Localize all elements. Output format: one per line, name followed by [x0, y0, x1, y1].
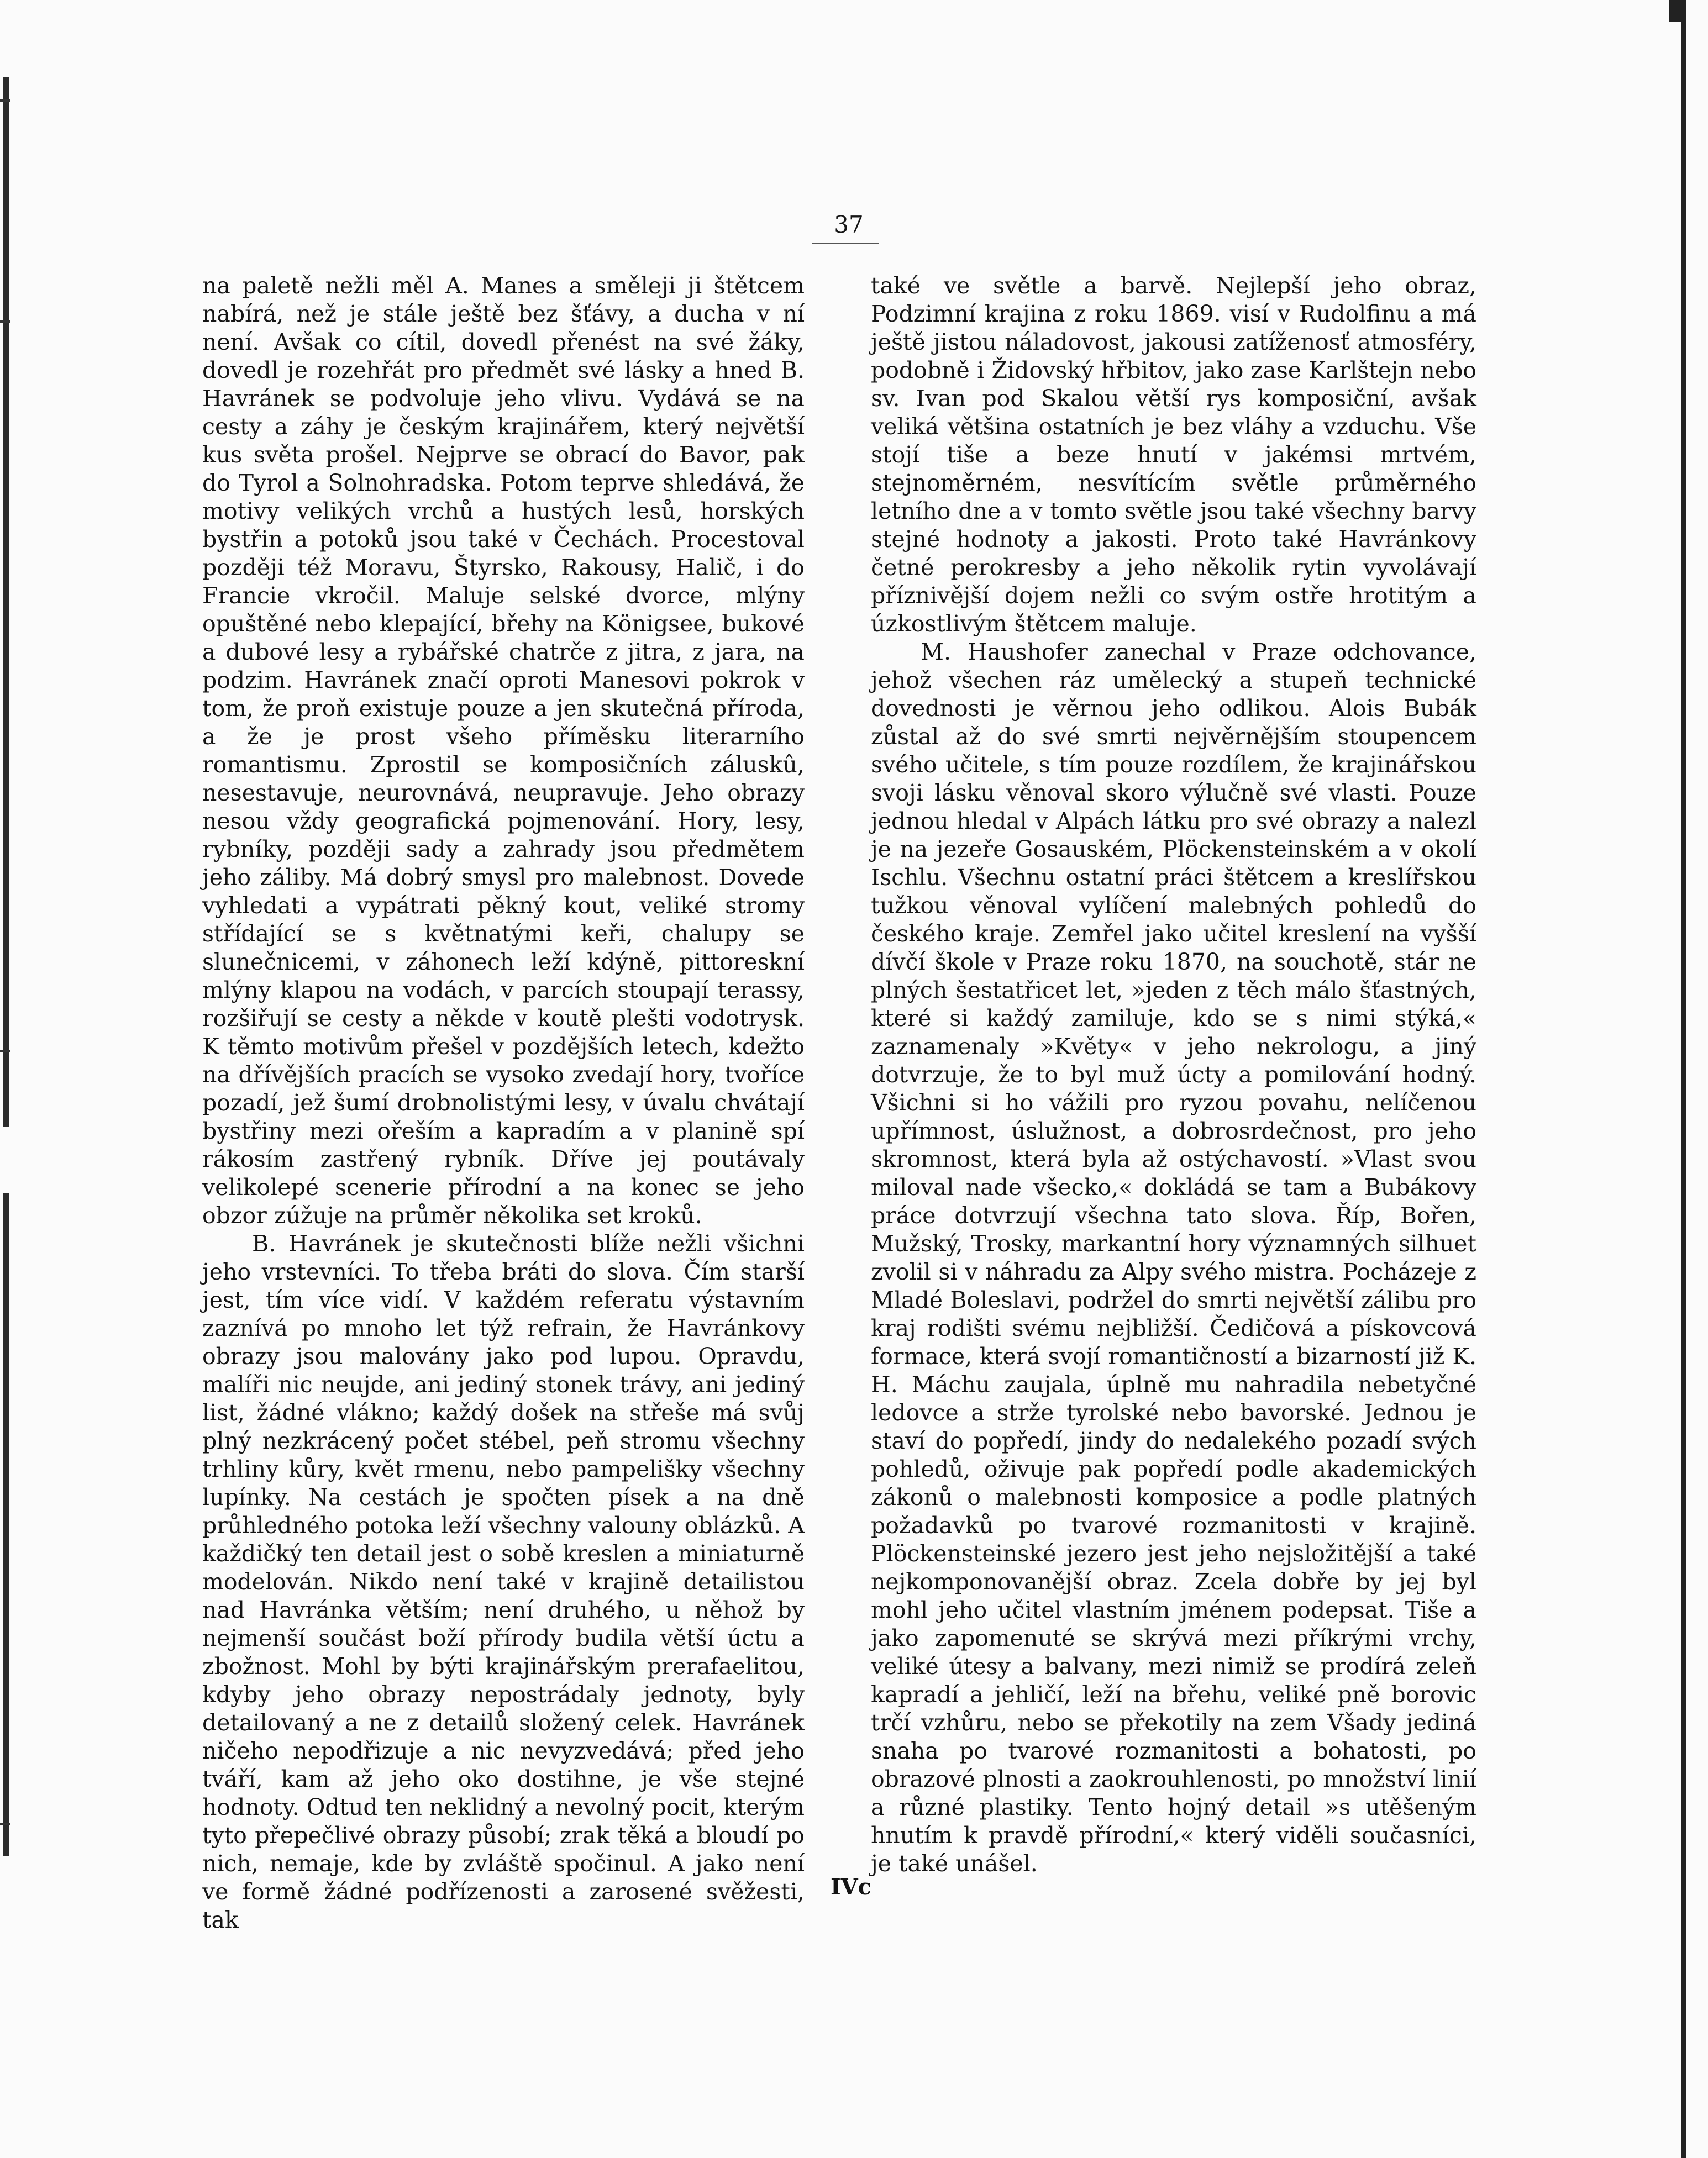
page-number: 37 — [834, 211, 864, 238]
header-rule — [812, 243, 879, 244]
scan-border-right — [1681, 0, 1686, 2158]
binding-mark — [0, 320, 10, 323]
binding-mark — [0, 99, 10, 102]
signature-mark: IVc — [830, 1874, 872, 1900]
paragraph: B. Havránek je skutečnosti blíže nežli všichni jeho vrstevníci. To třeba bráti do slova. Čím starší jest, tím více vidí. V každém referatu výstavním zaznívá po mnoho let týž refrain, že Havránkovy obrazy jsou malovány jako pod lupou. Opravdu, malíři nic neujde, ani jediný stonek trávy, ani jediný list, žádné vlákno; každý došek na střeše má svůj plný nezkrácený počet stébel, peň stromu všechny trhliny kůry, květ rmenu, nebo pampelišky všechny lupínky. Na cestách je spočten písek a na dně průhledného potoka leží všechny valouny oblázků. A každičký ten detail jest o sobě kreslen a miniaturně modelován. Nikdo není také v krajině detailistou nad Havránka větším; není druhého, u něhož by nejmenší součást boží přírody budila větší úctu a zbožnost. Mohl by býti krajinářským prerafaelitou, kdyby jeho obrazy nepostrádaly jednoty, byly detailovaný a ne z detailů složený celek. Havránek ničeho nepodřizuje a nic nevyzvedává; před jeho tváří, kam až jeho oko dostihne, je vše stejné hodnoty. Odtud ten neklidný a nevolný pocit, kterým tyto přepečlivé obrazy působí; zrak těká a bloudí po nich, nemaje, kde by zvláště spočinul. A jako není ve formě žádné podřízenosti a zarosené svěžesti, tak — [202, 1230, 805, 1933]
right-column — [871, 272, 1476, 1878]
scan-border-corner — [1669, 0, 1686, 22]
left-column — [202, 272, 805, 1934]
paragraph: také ve světle a barvě. Nejlepší jeho obraz, Podzimní krajina z roku 1869. visí v Rudolfinu a má ještě jistou náladovost, jakousi zatíženosť atmosféry, podobně i Židovský hřbitov, jako zase Karlštejn nebo sv. Ivan pod Skalou větší rys komposiční, avšak veliká většina ostatních je bez vláhy a vzduchu. Vše stojí tiše a beze hnutí v jakémsi mrtvém, stejnoměrném, nesvítícím světle průměrného letního dne a v tomto světle jsou také všechny barvy stejné hodnoty a jakosti. Proto také Havránkovy četné perokresby a jeho několik rytin vyvolávají příznivější dojem nežli co svým ostře hrotitým a úzkostlivým štětcem maluje. — [871, 272, 1476, 637]
scan-border-left — [3, 77, 9, 1127]
paragraph: M. Haushofer zanechal v Praze odchovance, jehož všechen ráz umělecký a stupeň technické dovednosti je věrnou jeho odlikou. Alois Bubák zůstal až do své smrti nejvěrnějším stoupencem svého učitele, s tím pouze rozdílem, že krajinářskou svoji lásku věnoval skoro výlučně své vlasti. Pouze jednou hledal v Alpách látku pro své obrazy a nalezl je na jezeře Gosauském, Plöckensteinském a v okolí Ischlu. Všechnu ostatní práci štětcem a kreslířskou tužkou věnoval vylíčení malebných pohledů do českého kraje. Zemřel jako učitel kreslení na vyšší dívčí škole v Praze roku 1870, na souchotě, stár ne plných šestatřicet let, »jeden z těch málo šťastných, které si každý zamiluje, kdo se s nimi stýká,« zaznamenaly »Květy« v jeho nekrologu, a jiný dotvrzuje, že to byl muž úcty a pomilování hodný. Všichni si ho vážili pro ryzou povahu, nelíčenou upřímnost, úslužnost, a dobrosrdečnost, pro jeho skromnost, která byla až ostýchavostí. »Vlast svou miloval nade všecko,« dokládá se tam a Bubákovy práce dotvrzují všechna tato slova. Říp, Bořen, Mužský, Trosky, markantní hory významných silhuet zvolil si v náhradu za Alpy svého mistra. Pocházeje z Mladé Boleslavi, podržel do smrti největší zálibu pro kraj rodišti svému nejbližší. Čedičová a pískovcová formace, která svojí romantičností a bizarností již K. H. Máchu zaujala, úplně mu nahradila nebetyčné ledovce a strže tyrolské nebo bavorské. Jednou je staví do popředí, jindy do nedalekého pozadí svých pohledů, oživuje pak popředí podle akademických zákonů o malebnosti komposice a podle platných požadavků po tvarové rozmanitosti v krajině. Plöckensteinské jezero jest jeho nejsložitější a také nejkomponovanější obraz. Zcela dobře by jej byl mohl jeho učitel vlastním jménem podepsat. Tiše a jako zapomenuté se skrývá mezi příkrými vrchy, veliké útesy a balvany, mezi nimiž se prodírá zeleň kapradí a jehličí, leží na břehu, veliké pně borovic trčí vzhůru, nebo se překotily na zem Všady jediná snaha po tvarové rozmanitosti a bohatosti, po obrazové plnosti a zaokrouhlenosti, po množství linií a různé plastiky. Tento hojný detail »s utěšeným hnutím k pravdě přírodní,« který viděli současníci, je také unášel. — [871, 639, 1476, 1877]
binding-mark — [0, 1823, 10, 1825]
scan-border-left-lower — [3, 1193, 9, 1856]
binding-mark — [0, 1050, 10, 1052]
paragraph: na paletě nežli měl A. Manes a směleji ji štětcem nabírá, než je stále ještě bez šťávy, a ducha v ní není. Avšak co cítil, dovedl přenést na své žáky, dovedl je rozehřát pro předmět své lásky a hned B. Havránek se podvoluje jeho vlivu. Vydává se na cesty a záhy je českým krajinářem, který největší kus světa prošel. Nejprve se obrací do Bavor, pak do Tyrol a Solnohradska. Potom teprve shledává, že motivy velikých vrchů a hustých lesů, horských bystřin a potoků jsou také v Čechách. Procestoval později též Moravu, Štyrsko, Rakousy, Halič, i do Francie vkročil. Maluje selské dvorce, mlýny opuštěné nebo klepající, břehy na Königsee, bukové a dubové lesy a rybářské chatrče z jitra, z jara, na podzim. Havránek značí oproti Manesovi pokrok v tom, že proň existuje pouze a jen skutečná příroda, a že je prost všeho příměsku literarního romantismu. Zprostil se komposičních záluskû, nesestavuje, neurovnává, neupravuje. Jeho obrazy nesou vždy geografická pojmenování. Hory, lesy, rybníky, později sady a zahrady jsou předmětem jeho záliby. Má dobrý smysl pro malebnost. Dovede vyhledati a vypátrati pěkný kout, veliké stromy střídající se s květnatými keři, chalupy se slunečnicemi, v záhonech leží kdýně, pittoreskní mlýny klapou na vodách, v parcích stoupají terassy, rozšiřují se cesty a někde v koutě plešti vodotrysk. K těmto motivům přešel v pozdějších letech, kdežto na dřívějších pracích se vysoko zvedají hory, tvoříce pozadí, jež šumí drobnolistými lesy, v úvalu chvátají bystřiny mezi ořeším a kapradím a v planině spí rákosím zastřený rybník. Dříve jej poutávaly velikolepé scenerie přírodní a na konec se jeho obzor zúžuje na průměr několika set kroků. — [202, 272, 805, 1229]
